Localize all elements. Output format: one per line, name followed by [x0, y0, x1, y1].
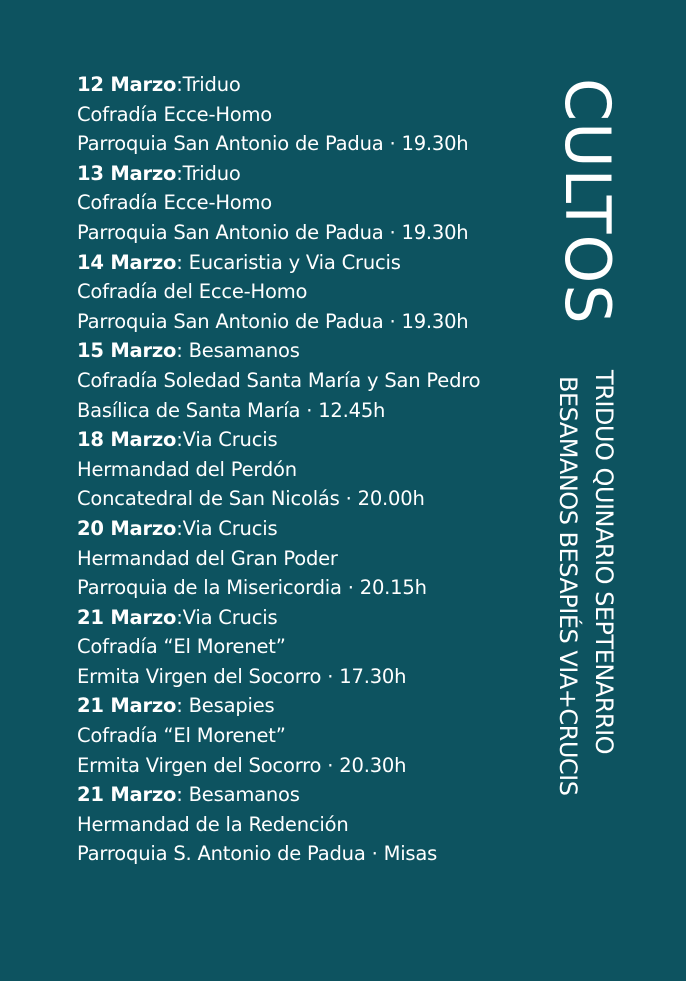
- cultos-heading: CULTOS: [551, 78, 624, 325]
- event-place: Parroquia San Antonio de Padua · 19.30h: [77, 220, 469, 244]
- event-act: : Besapies: [176, 694, 275, 718]
- vertical-header: [548, 78, 624, 858]
- event-group: Cofradía “El Morenet”: [77, 724, 286, 748]
- event-group: Hermandad del Perdón: [77, 457, 297, 481]
- event-title-line: [77, 159, 517, 189]
- event-group: Cofradía Soledad Santa María y San Pedro: [77, 368, 481, 392]
- event-place: Parroquia San Antonio de Padua · 19.30h: [77, 132, 469, 156]
- event-title-line: [77, 691, 517, 721]
- event-place: Ermita Virgen del Socorro · 20.30h: [77, 753, 407, 777]
- events-list: [77, 70, 517, 869]
- event-item: [77, 514, 517, 603]
- event-group: Hermandad del Gran Poder: [77, 546, 338, 570]
- event-place: Concatedral de San Nicolás · 20.00h: [77, 487, 425, 511]
- event-group: Hermandad de la Redención: [77, 812, 349, 836]
- subtitle-line-1: TRIDUO QUINARIO SEPTENARRIO: [590, 370, 618, 755]
- event-title-line: [77, 603, 517, 633]
- event-date: 21 Marzo: [77, 605, 177, 629]
- event-item: [77, 691, 517, 780]
- event-group: Cofradía “El Morenet”: [77, 635, 286, 659]
- subtitle-line-2: BESAMANOS BESAPIÉS VIA+CRUCIS: [554, 376, 582, 796]
- event-place: Parroquia San Antonio de Padua · 19.30h: [77, 309, 469, 333]
- event-item: [77, 248, 517, 337]
- event-title-line: [77, 514, 517, 544]
- event-date: 14 Marzo: [77, 250, 177, 274]
- event-title-line: [77, 336, 517, 366]
- event-item: [77, 336, 517, 425]
- event-date: 13 Marzo: [77, 161, 177, 185]
- event-act: :Via Crucis: [176, 605, 278, 629]
- event-place: Ermita Virgen del Socorro · 17.30h: [77, 664, 407, 688]
- event-date: 21 Marzo: [77, 783, 177, 807]
- event-item: [77, 425, 517, 514]
- event-act: :Via Crucis: [176, 428, 278, 452]
- event-act: : Eucaristia y Via Crucis: [176, 250, 401, 274]
- event-act: :Via Crucis: [176, 516, 278, 540]
- event-title-line: [77, 248, 517, 278]
- event-date: 12 Marzo: [77, 73, 177, 96]
- event-place: Parroquia S. Antonio de Padua · Misas: [77, 842, 438, 866]
- event-act: : Besamanos: [176, 339, 300, 363]
- event-date: 21 Marzo: [77, 694, 177, 718]
- event-group: Cofradía Ecce-Homo: [77, 102, 273, 126]
- event-title-line: [77, 425, 517, 455]
- event-title-line: [77, 780, 517, 810]
- event-item: [77, 70, 517, 159]
- event-act: : Besamanos: [176, 783, 300, 807]
- event-group: Cofradía del Ecce-Homo: [77, 280, 308, 304]
- event-title-line: [77, 70, 517, 100]
- event-item: [77, 603, 517, 692]
- event-place: Parroquia de la Misericordia · 20.15h: [77, 576, 427, 600]
- event-date: 18 Marzo: [77, 428, 177, 452]
- event-date: 20 Marzo: [77, 516, 177, 540]
- event-item: [77, 159, 517, 248]
- event-act: :Triduo: [176, 161, 241, 185]
- event-item: [77, 780, 517, 869]
- event-date: 15 Marzo: [77, 339, 177, 363]
- event-group: Cofradía Ecce-Homo: [77, 191, 273, 215]
- event-place: Basílica de Santa María · 12.45h: [77, 398, 386, 422]
- event-act: :Triduo: [176, 73, 241, 96]
